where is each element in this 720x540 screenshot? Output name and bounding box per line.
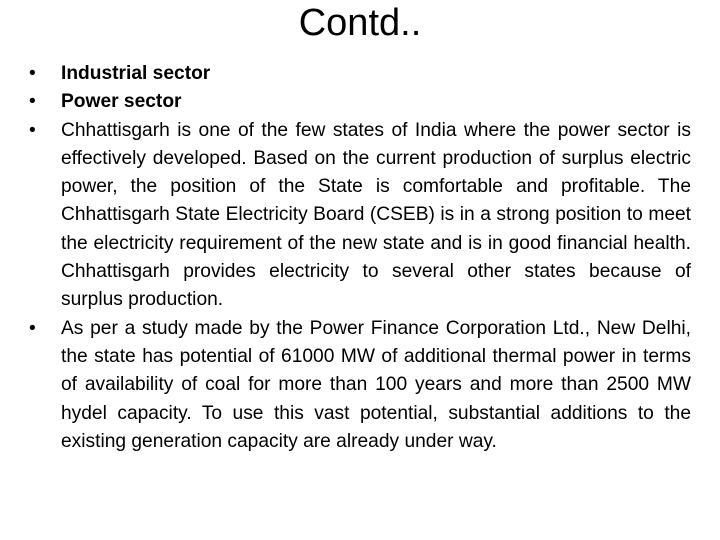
bullet-icon: • xyxy=(29,119,36,141)
bullet-text: As per a study made by the Power Finance Corporation Ltd., New Delhi, the state has potential of 61000 MW of additional thermal power in terms of availability of coal for more than 100 years and more than 2500 MW hydel capacity. To use this vast potential, substantial additions to the existing generation capacity are already under way. xyxy=(61,317,691,452)
bullet-list xyxy=(29,60,691,456)
bullet-item-power-potential xyxy=(29,315,691,456)
bullet-item-industrial-sector xyxy=(29,60,691,88)
bullet-item-power-sector-details xyxy=(29,117,691,315)
bullet-text: Chhattisgarh is one of the few states of India where the power sector is effectively developed. Based on the current production of surplus electric power, the position of the State is comfortable and profitable. The Chhattisgarh State Electricity Board (CSEB) is in a strong position to meet the electricity requirement of the new state and is in good financial health. Chhattisgarh provides electricity to several other states because of surplus production. xyxy=(61,119,691,311)
bullet-item-power-sector xyxy=(29,88,691,116)
bullet-text: Industrial sector xyxy=(61,63,211,84)
bullet-icon: • xyxy=(29,91,36,113)
bullet-text: Power sector xyxy=(61,91,182,113)
bullet-icon: • xyxy=(29,63,36,84)
slide-title: Contd.. xyxy=(298,2,422,44)
bullet-icon: • xyxy=(29,317,36,339)
